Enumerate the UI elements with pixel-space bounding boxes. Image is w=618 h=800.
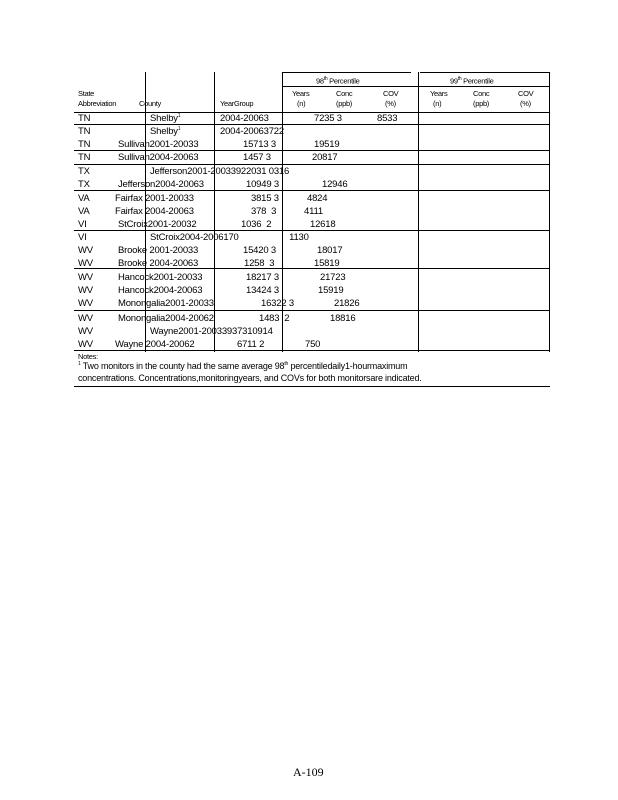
table-row-values: 18217 3 — [246, 272, 279, 283]
table-row-values: 13424 3 — [246, 285, 279, 296]
table-row-values: 1457 3 — [243, 152, 271, 163]
pct-sub-rule-99 — [418, 86, 549, 87]
table-row: TN — [78, 113, 91, 124]
table-row-values: 378 3 — [251, 206, 277, 217]
table-row-text: StCroix2004-2006170 1130 — [150, 232, 309, 243]
yeargroup-header: YearGroup — [220, 99, 254, 108]
table-row-text: Jefferson2001-20033922031 0316 — [150, 166, 290, 177]
table-row: WV — [78, 258, 93, 269]
n-98-header: (n) — [297, 99, 306, 108]
county-header: County — [139, 99, 161, 108]
table-row-values-2: 4111 — [304, 206, 323, 217]
table-row-values: 15420 3 — [243, 245, 276, 256]
table-row-values: 1483 2 — [259, 313, 290, 324]
table-top-rule-98 — [282, 72, 411, 73]
n-99-header: (n) — [433, 99, 442, 108]
table-row-values-2: 21723 — [320, 272, 346, 283]
conc-98-header: Conc — [336, 89, 353, 98]
table-row: WV — [78, 313, 93, 324]
table-row-values: 7235 3 — [314, 113, 342, 124]
pct99-heading: 99th Percentile — [450, 76, 494, 86]
table-row: TN — [78, 139, 91, 150]
table-row-values-2: 12618 — [310, 219, 336, 230]
group-rule — [74, 230, 550, 231]
years-99-header: Years — [430, 89, 448, 98]
table-row-county-year: Brooke 2001-20033 — [118, 245, 199, 256]
group-rule — [74, 164, 550, 165]
table-row-county-year: Sullivan2004-20063 — [118, 152, 199, 163]
table-bottom-rule — [74, 386, 550, 387]
table-row: TN — [78, 152, 91, 163]
group-rule — [74, 310, 550, 311]
table-row-county-year: Monongalia2004-20062 — [118, 313, 214, 324]
table-row: VA — [78, 206, 90, 217]
table-row-text: Wayne2001-20033937310914 — [150, 326, 273, 337]
table-row: WV — [78, 285, 93, 296]
table-row-values: 10949 3 — [246, 179, 279, 190]
pct98-heading: 98th Percentile — [316, 76, 360, 86]
group-rule — [74, 350, 550, 351]
years-98-header: Years — [292, 89, 310, 98]
table-row-values: 16322 3 — [261, 298, 294, 309]
table-row-values-2: 18816 — [330, 313, 356, 324]
group-rule — [74, 150, 550, 151]
state-header: State — [78, 89, 95, 98]
table-row: TX — [78, 179, 90, 190]
table-row-values: 1036 2 — [241, 219, 272, 230]
table-row: WV — [78, 339, 93, 350]
table-row: TX — [78, 166, 90, 177]
pct-sub-rule-98 — [282, 86, 418, 87]
table-row: WV — [78, 326, 93, 337]
table-row: WV — [78, 245, 93, 256]
table-row: VI — [78, 219, 87, 230]
table-row: WV — [78, 298, 93, 309]
table-row-county: Shelby$^1$ — [150, 113, 181, 125]
notes-title: Notes: — [78, 352, 98, 361]
table-row-county: Shelby$^1$ — [150, 126, 181, 138]
table-top-rule-99 — [420, 72, 550, 73]
table-row-year: 2004-20063 — [220, 113, 269, 124]
table-row-values-2: 750 — [305, 339, 321, 350]
table-row-values-2: 21826 — [334, 298, 360, 309]
cov-99-header: COV — [518, 89, 534, 98]
table-row-values-2: 15919 — [318, 285, 344, 296]
table-row: WV — [78, 272, 93, 283]
cov-98-header: COV — [383, 89, 399, 98]
page-number: A-109 — [293, 765, 324, 779]
table-row-values-2: 15819 — [314, 258, 340, 269]
state-header-2: Abbreviation — [78, 99, 117, 108]
ppb-99-header: (ppb) — [473, 99, 490, 108]
table-row: TN — [78, 126, 91, 137]
table-row-values: 15713 3 — [243, 139, 276, 150]
table-row-county-year: Fairfax 2004-20063 — [115, 206, 194, 217]
footnote-line-2: concentrations. Concentrations,monitoringyears, and COVs for both monitorsare indicated. — [78, 373, 422, 383]
table-row-county-year: Wayne 2004-20062 — [115, 339, 195, 350]
table-row-county-year: Sullivan2001-20033 — [118, 139, 199, 150]
table-row: VI — [78, 232, 87, 243]
table-row-county-year: Hancock2001-20033 — [118, 272, 203, 283]
table-row-county-year: Hancock2004-20063 — [118, 285, 203, 296]
group-rule — [74, 190, 550, 191]
table-row-text: 2004-20063722 — [220, 126, 284, 137]
table-row-values-2: 12946 — [322, 179, 348, 190]
pct-99-header: (%) — [520, 99, 531, 108]
pct-98-header: (%) — [385, 99, 396, 108]
table-row-values: 1258 3 — [244, 258, 275, 269]
table-row: VA — [78, 193, 90, 204]
table-row-values-2: 4824 — [307, 193, 328, 204]
table-row-values: 3815 3 — [251, 193, 279, 204]
table-row-county-year: Monongalia2001-20033 — [118, 298, 214, 309]
table-row-county-year: Brooke 2004-20063 — [118, 258, 199, 269]
table-row-values-2: 8533 — [377, 113, 398, 124]
group-rule — [74, 124, 550, 125]
table-row-county-year: StCroix2001-20032 — [118, 219, 197, 230]
footnote-line-1: $^1$ Two monitors in the county had the same average 98th percentiledaily1-hourmaximum — [78, 361, 408, 371]
table-row-values-2: 20817 — [312, 152, 338, 163]
table-row-values-2: 19519 — [314, 139, 340, 150]
conc-99-header: Conc — [473, 89, 490, 98]
ppb-98-header: (ppb) — [336, 99, 353, 108]
table-row-county-year: Fairfax 2001-20033 — [115, 193, 194, 204]
table-row-county-year: Jefferson2004-20063 — [118, 179, 204, 190]
table-row-values: 6711 2 — [237, 339, 265, 350]
table-row-values-2: 18017 — [317, 245, 343, 256]
